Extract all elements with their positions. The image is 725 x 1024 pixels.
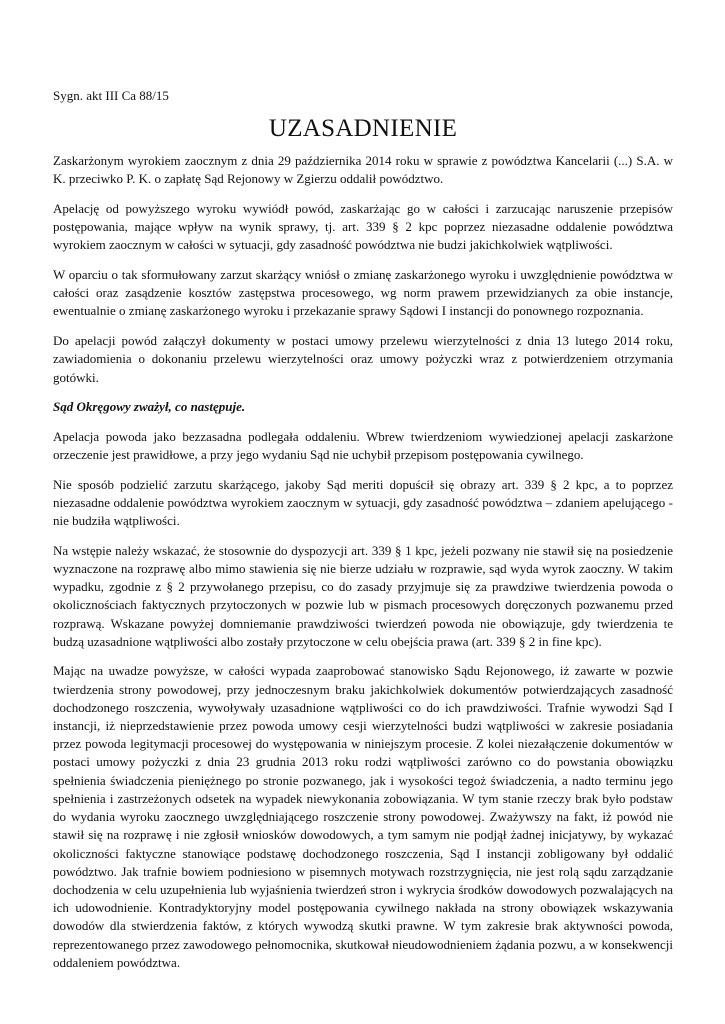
court-considerations-heading: Sąd Okręgowy zważył, co następuje. — [53, 399, 246, 415]
paragraph-attached-documents: Do apelacji powód załączył dokumenty w postaci umowy przelewu wierzytelności z dnia 13 lutego 2014 roku, zawiadomienia o dokonaniu przelewu wierzytelności oraz umowy pożyczki wraz z potwierdzeniem otrzymania gotówki. — [53, 333, 673, 385]
paragraph-legal-basis: Na wstępie należy wskazać, że stosownie do dyspozycji art. 339 § 1 kpc, jeżeli pozwany nie stawił się na posiedzenie wyznaczone na rozprawę albo mimo stawienia się nie bierze udziału w rozprawie, sąd wyda wyrok zaoczny. W takim wypadku, zgodnie z § 2 przywołanego przepisu, co do zasady przyjmuje się za prawdziwe twierdzenia powoda o okolicznościach faktycznych przytoczonych w pozwie lub w pismach procesowych doręczonych pozwanemu przed rozprawą. Wskazane powyżej domniemanie prawdziwości twierdzeń powoda nie obowiązuje, gdy twierdzenia te budzą uzasadnione wątpliwości albo zostały przytoczone w celu obejścia prawa (art. 339 § 2 in fine kpc). — [53, 542, 673, 649]
paragraph-appeal-dismissed: Apelacja powoda jako bezzasadna podlegała oddaleniu. Wbrew twierdzeniom wywiedzionej apelacji zaskarżone orzeczenie jest prawidłowe, a przy jego wydaniu Sąd nie uchybił przepisom postępowania cywilnego. — [53, 428, 673, 462]
paragraph-plea-rejected: Nie sposób podzielić zarzutu skarżącego, jakoby Sąd meriti dopuścił się obrazy art. 339 § 2 kpc, a to poprzez niezasadne oddalenie powództwa wyrokiem zaocznym w sytuacji, gdy zasadność powództwa – zdaniem apelującego - nie budziła wątpliwości. — [53, 476, 673, 529]
paragraph-appeal: Apelację od powyższego wyroku wywiódł powód, zaskarżając go w całości i zarzucając naruszenie przepisów postępowania, mające wpływ na wynik sprawy, tj. art. 339 § 2 kpc poprzez niezasadne oddalenie powództwa wyrokiem zaocznym w całości w sytuacji, gdy zasadność powództwa nie budzi jakichkolwiek wątpliwości. — [53, 200, 673, 253]
paragraph-appeal-requests: W oparciu o tak sformułowany zarzut skarżący wniósł o zmianę zaskarżonego wyroku i uwzględnienie powództwa w całości oraz zasądzenie kosztów zastępstwa procesowego, wg norm prawem przewidzianych za obie instancje, ewentualnie o zmianę zaskarżonego wyroku i przekazanie sprawy Sądowi I instancji do ponownego rozpoznania. — [53, 267, 673, 319]
paragraph-judgment: Zaskarżonym wyrokiem zaocznym z dnia 29 października 2014 roku w sprawie z powództwa Kancelarii (...) S.A. w K. przeciwko P. K. o zapłatę Sąd Rejonowy w Zgierzu oddalił powództwo. — [53, 153, 673, 187]
paragraph-conclusion: Mając na uwadze powyższe, w całości wypada zaaprobować stanowisko Sądu Rejonowego, iż zawarte w pozwie twierdzenia strony powodowej, przy jednoczesnym braku jakichkolwiek dokumentów potwierdzających zasadność dochodzonego roszczenia, wywoływały uzasadnione wątpliwości co do ich prawdziwości. Trafnie wywodzi Sąd I instancji, iż nieprzedstawienie przez powoda umowy cesji wierzytelności budzi wątpliwości w zakresie posiadania przez powoda legitymacji procesowej do występowania w niniejszym procesie. Z kolei niezałączenie dokumentów w postaci umowy pożyczki z dnia 23 grudnia 2013 roku rodzi wątpliwości zarówno co do powstania obowiązku spełnienia świadczenia pieniężnego po stronie pozwanego, jak i wysokości tegoż świadczenia, a nadto terminu jego spełnienia i zastrzeżonych odsetek na wypadek niewykonania zobowiązania. W tym stanie rzeczy brak było podstaw do wydania wyroku zaocznego uwzględniającego roszczenie strony powodowej. Zważywszy na fakt, iż powód nie stawił się na rozprawę i nie zgłosił wniosków dowodowych, a tym samym nie podjął żadnej inicjatywy, by wykazać okoliczności faktyczne stanowiące podstawę dochodzonego roszczenia, Sąd I instancji zobligowany był oddalić powództwo. Jak trafnie bowiem podniesiono w pisemnych motywach rozstrzygnięcia, nie jest rolą sądu zarządzanie dochodzenia w celu uzupełnienia lub wyjaśnienia twierdzeń stron i wykrycia środków dowodowych pozwalających na ich udowodnienie. Kontradyktoryjny model postępowania cywilnego nakłada na strony obowiązek wskazywania dowodów dla stwierdzenia faktów, z których wywodzą skutki prawne. W tym zakresie brak aktywności powoda, reprezentowanego przez zawodowego pełnomocnika, skutkował nieudowodnieniem żądania pozwu, a w konsekwencji oddaleniem powództwa. — [53, 663, 673, 970]
document-title: UZASADNIENIE — [268, 115, 458, 142]
case-signature: Sygn. akt III Ca 88/15 — [53, 88, 169, 103]
